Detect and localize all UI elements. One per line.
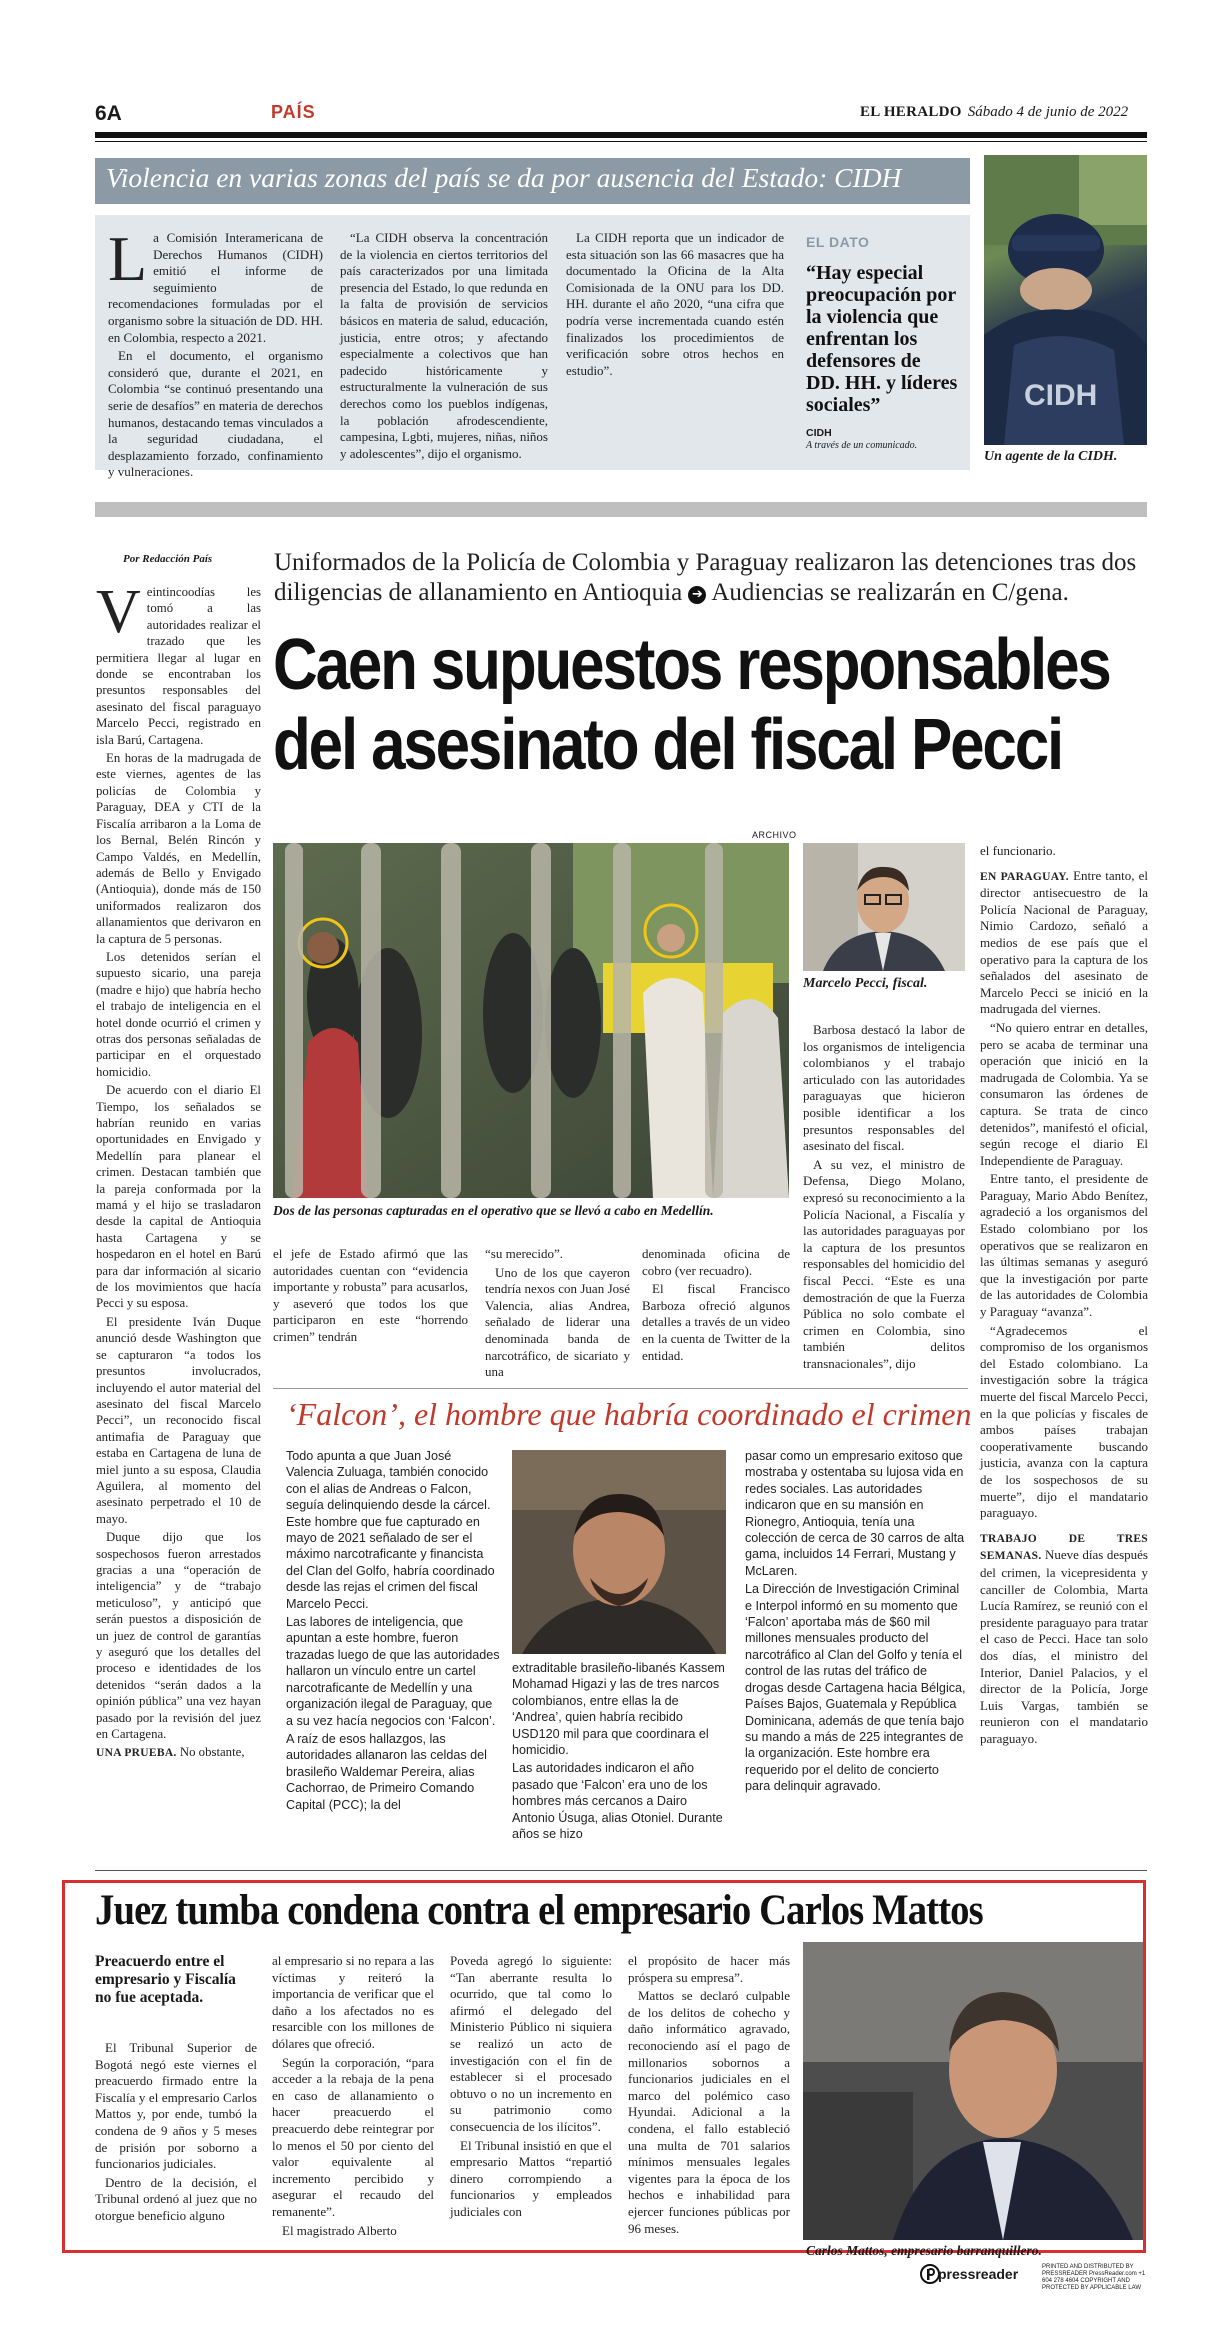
subhead-tres-semanas: TRABAJO DE TRES SEMANAS.	[980, 1532, 1148, 1563]
kicker-text: Uniformados de la Policía de Colombia y Paraguay realizaron las detenciones tras dos diligencias de allanamiento en Antioquia	[274, 549, 1137, 606]
falcon-paragraph: A raíz de esos hallazgos, las autoridades allanaron las celdas del brasileño Waldemar Pereira, alias Cachorrao, de Primeiro Comando Capital (PCC); la del	[286, 1731, 487, 1812]
article-paragraph: En horas de la madrugada de este viernes, agentes de las policías de Colombia y Paraguay, DEA y CTI de la Fiscalía arribaron a la Loma de los Bernal, Belén Rincón y Campo Valdés, en Medellín, además de Bello y Envigado (Antioquia), donde más de 150 uniformados realizaron dos allanamientos que derivaron en la captura de 5 personas.	[96, 751, 261, 946]
mattos-paragraph: Poveda agregó lo siguiente: “Tan aberrante resulta lo ocurrido, que tal como lo afirmó el delegado del Ministerio Público ni siquiera se realizó un acto de investigación con el fin de establecer si el procesado obtuvo o no un incremento en su patrimonio como consecuencia de los ilícitos”.	[450, 1953, 612, 2134]
section-label: PAÍS	[271, 102, 316, 122]
pecci-photo	[803, 843, 965, 971]
mattos-paragraph: El Tribunal Superior de Bogotá negó este viernes el preacuerdo firmado entre la Fiscalía y el empresario Carlos Mattos y, por ende, tumbó la condena de 9 años y 5 meses de prisión por soborno a funcionarios judiciales.	[95, 2040, 257, 2172]
mattos-headline: Juez tumba condena contra el empresario Carlos Mattos	[95, 1887, 983, 1934]
mattos-paragraph: al empresario si no repara a las víctimas y reiteró la importancia de verificar que el daño a los afectados no es resarcible con los millones de dólares que ofreció.	[272, 1953, 434, 2051]
article-paragraph: Entre tanto, el presidente de Paraguay, Mario Abdo Benítez, agradeció a los organismos del Estado colombiano por los operativos que se realizaron en las últimas semanas y aseguró que la investigación por parte de las autoridades de Colombia y Paraguay “avanza”.	[980, 1171, 1148, 1320]
article-paragraph: “su merecido”.	[485, 1246, 563, 1261]
cidh-banner-title: Violencia en varias zonas del país se da por ausencia del Estado: CIDH	[106, 162, 902, 193]
headline-line-2: del asesinato del fiscal Pecci	[273, 705, 1063, 785]
cidh-agent-illustration	[984, 155, 1147, 445]
mattos-paragraph: el propósito de hacer más próspera su empresa”.	[628, 1953, 790, 1985]
cidh-agent-photo	[984, 155, 1147, 445]
mattos-paragraph: El magistrado Alberto	[282, 2222, 397, 2238]
arrest-photo-caption: Dos de las personas capturadas en el operativo que se llevó a cabo en Medellín.	[273, 1203, 714, 1218]
mattos-paragraph: El Tribunal insistió en que el empresario Mattos “repartió dinero corrompiendo a funcionarios y empleados judiciales con	[450, 2137, 612, 2219]
article-dropcap: V	[96, 578, 141, 646]
mattos-photo	[803, 1942, 1143, 2240]
cidh-column-2	[340, 230, 548, 462]
falcon-paragraph: Las labores de inteligencia, que apuntan a este hombre, fueron trazadas luego de que las autoridades hallaron un vínculo entre un cartel narcotraficante de Medellín y una organización ilegal de Paraguay, que a su vez hacía negocios con ‘Falcon’.	[286, 1615, 500, 1728]
article-paragraph: TRABAJO DE TRES SEMANAS. Nueve días después del crimen, la vicepresidenta y canciller de Colombia, Marta Lucía Ramírez, se reunió con el presidente paraguayo para tratar el caso de Pecci. Hace tan solo dos días, el ministro del Interior, Daniel Palacios, y el director de la Policía, Jorge Luis Vargas, también se reunieron con el mandatario paraguayo.	[980, 1532, 1148, 1746]
cidh-paragraph: La CIDH reporta que un indicador de esta situación son las 66 masacres que ha documentado la Oficina de la Alta Comisionada de la ONU para los DD. HH. durante el año 2020, “una cifra que podría verse incrementada cuando estén finalizados los procedimientos de verificación sobre otros hechos en estudio”.	[566, 230, 784, 378]
mattos-column-4	[628, 1953, 790, 2241]
article-column-mid-2	[485, 1246, 630, 1380]
cidh-photo-caption: Un agente de la CIDH.	[984, 449, 1118, 464]
article-paragraph: Barbosa destacó la labor de los organismos de inteligencia colombianos y el trabajo articulado con las autoridades paraguayas que hicieron posible identificar a los presuntos responsables del asesinato del fiscal.	[803, 1022, 965, 1154]
article-column-barbosa	[803, 1022, 965, 1382]
article-paragraph: el jefe de Estado afirmó que las autoridades cuentan con “evidencia importante y robusta” para acusarlos, y aseveró que todos los que participaron en este “horrendo crimen” tendrán	[273, 1246, 468, 1344]
article-paragraph: A su vez, el ministro de Defensa, Diego Molano, expresó su reconocimiento a la Policía Nacional, a Fiscalía y las autoridades paraguayas por la captura de los presuntos responsables del homicidio del fiscal Pecci. “Este es una demostración de que la Fuerza Pública no solo combate el crimen en Colombia, sino también delitos transnacionales”, dijo	[803, 1156, 965, 1371]
article-paragraph: El presidente Iván Duque anunció desde Washington que se capturaron “a todos los presuntos involucrados, incluyendo el autor material del asesinato del fiscal Marcelo Pecci”, un reconocido fiscal antimafia de Paraguay que estaba en Cartagena de luna de miel junto a su esposa, Claudia Aguilera, al momento del asesinato perpetrado el 10 de mayo.	[96, 1314, 261, 1526]
cidh-dropcap: L	[108, 223, 148, 294]
header-rule-thin	[95, 141, 1147, 142]
mattos-column-3	[450, 1953, 612, 2241]
falcon-column-3	[745, 1448, 967, 1853]
masthead	[860, 104, 1128, 121]
falcon-paragraph: Todo apunta a que Juan José Valencia Zuluaga, también conocido con el alias de Andreas o Falcon, seguía delinquiendo desde la cárcel. Este hombre que fue capturado en mayo de 2021 señalado de ser el máximo narcotraficante y financista del Clan del Golfo, habría coordinado desde las rejas el crimen del fiscal Marcelo Pecci.	[286, 1449, 495, 1611]
cidh-paragraph: La Comisión Interamericana de Derechos Humanos (CIDH) emitió el informe de seguimiento de recomendaciones formuladas por el organismo sobre la situación de DD. HH. en Colombia, respecto a 2021.	[108, 223, 323, 345]
subhead-prueba: UNA PRUEBA.	[96, 1747, 177, 1760]
article-paragraph: Los detenidos serían el supuesto sicario, una pareja (madre e hijo) que habría hecho el trabajo de inteligencia en el hotel donde ocurrió el crimen y otras dos personas señaladas de participar en el orquestado homicidio.	[96, 949, 261, 1079]
article-column-mid-3	[642, 1246, 790, 1376]
dato-source: CIDH	[806, 427, 832, 439]
cidh-paragraph: “La CIDH observa la concentración de la violencia en ciertos territorios del país caracterizados por una limitada presencia del Estado, lo que redunda en la falta de provisión de servicios básicos en materia de salud, educación, justicia, entre otros; y afectando especialmente a colectivos que han padecido históricamente y estructuralmente la vulneración de sus derechos como los pueblos indígenas, la población afrodescendiente, campesina, Lgbti, mujeres, niñas, niños y adolescentes”, dijo el organismo.	[340, 230, 548, 461]
mattos-paragraph: Mattos se declaró culpable de los delitos de cohecho y daño informático agravado, reconociendo así el pago de millonarios sobornos a funcionarios judiciales en el marco del polémico caso Hyundai. Adicional a la condena, el fallo estableció una multa de 701 salarios mínimos mensuales legales vigentes para la época de los hechos e inhabilidad para ejercer funciones públicas por 96 meses.	[628, 1988, 790, 2236]
article-paragraph: De acuerdo con el diario El Tiempo, los señalados se habrían reunido en varias oportunidades en Envigado y Medellín para planear el crimen. Destacan también que la pareja conformada por la mamá y el hijo se trasladaron desde la capital de Antioquia hasta Cartagena y se hospedaron en el hotel en Barú para dar información al sicario de los movimientos que hacía Pecci y su esposa.	[96, 1083, 261, 1311]
mattos-paragraph: Según la corporación, “para acceder a la rebaja de la pena en caso de allanamiento o hacer preacuerdo el preacuerdo debe reintegrar por lo menos el 50 por ciento del valor equivalente al incremento percibido y asegurar el recaudo del remanente”.	[272, 2054, 434, 2219]
article-column-right	[980, 843, 1148, 1855]
article-paragraph: EN PARAGUAY. Entre tanto, el director antisecuestro de la Policía Nacional de Paraguay, Nimio Cardozo, señaló a medios de ese país que el operativo para la captura de los señalados del asesinato de Marcelo Pecci se inició en la madrugada del viernes.	[980, 867, 1148, 1017]
falcon-column-2	[512, 1660, 726, 1855]
falcon-column-1	[286, 1448, 500, 1853]
subhead-paraguay: EN PARAGUAY.	[980, 870, 1069, 883]
article-paragraph: denominada oficina de cobro (ver recuadro).	[642, 1246, 790, 1278]
section-divider-band	[95, 502, 1147, 517]
header-rule	[95, 132, 1147, 138]
arrow-icon: ➔	[688, 586, 706, 604]
dato-quote: “Hay especial preocupación por la violencia que enfrentan los defensores de DD. HH. y líderes sociales”	[806, 262, 958, 416]
falcon-portrait	[512, 1450, 726, 1654]
cidh-paragraph: En el documento, el organismo consideró que, durante el 2021, en Colombia “se continuó presentando una serie de desafíos” en materia de derechos humanos, destacando temas vinculados a la seguridad ciudadana, el desplazamiento forzado, confinamiento y vulneraciones.	[108, 348, 323, 480]
article-paragraph: UNA PRUEBA. No obstante,	[96, 1745, 245, 1760]
kicker-text-2: Audiencias se realizarán en C/gena.	[711, 579, 1069, 606]
cidh-column-1	[108, 223, 323, 480]
article-column-mid-1	[273, 1246, 468, 1376]
mattos-column-1	[95, 2040, 257, 2240]
cidh-column-3	[566, 230, 784, 462]
pecci-photo-caption: Marcelo Pecci, fiscal.	[803, 976, 928, 991]
falcon-photo	[512, 1450, 726, 1654]
pressreader-fine-print: PRINTED AND DISTRIBUTED BY PRESSREADER PressReader.com +1 604 278 4604 COPYRIGHT AND PROTECTED BY APPLICABLE LAW	[1042, 2264, 1146, 2291]
cidh-vest-text: CIDH	[1024, 379, 1098, 412]
issue-date: Sábado 4 de junio de 2022	[967, 104, 1129, 120]
mattos-column-2	[272, 1953, 434, 2241]
article-paragraph: El fiscal Francisco Barboza ofreció algunos detalles a través de un video en la cuenta de Twitter de la entidad.	[642, 1281, 790, 1363]
dato-note: A través de un comunicado.	[806, 440, 918, 451]
masthead-name: EL HERALDO	[860, 104, 962, 120]
falcon-paragraph: pasar como un empresario exitoso que mostraba y ostentaba su lujosa vida en redes sociales. Las autoridades indicaron que en su mansión en Rionegro, Antioquia, tenía una colección de cerca de 30 carros de alta gama, incluidos 14 Ferrari, Mustang y McLaren.	[745, 1449, 965, 1578]
falcon-rule	[273, 1388, 968, 1389]
falcon-title: ‘Falcon’, el hombre que habría coordinado el crimen	[286, 1396, 972, 1432]
article-paragraph: Duque dijo que los sospechosos fueron arrestados gracias a una “operación de inteligencia” y de “trabajo meticuloso”, y anticipó que serán puestos a disposición de un juez de control de garantías y aseguró que los detalles del proceso e identidades de los detenidos “serán dados a la opinión pública” una vez hayan pasado por la revisión del juez en Cartagena.	[96, 1530, 261, 1742]
article-kicker	[274, 548, 1144, 608]
pecci-portrait	[803, 843, 965, 971]
falcon-paragraph: Las autoridades indicaron el año pasado que ‘Falcon’ era uno de los hombres más cercanos a Dairo Antonio Úsuga, alias Otoniel. Durante años se hizo	[512, 1761, 723, 1842]
mattos-portrait	[803, 1942, 1143, 2240]
pressreader-icon	[920, 2264, 940, 2284]
article-byline: Por Redacción País	[123, 553, 213, 565]
falcon-paragraph: extraditable brasileño-libanés Kassem Mohamad Higazi y las de tres narcos colombianos, entre ellas la de ‘Andrea’, quien habría recibido USD120 mil para que coordinara el homicidio.	[512, 1661, 725, 1758]
bottom-rule	[95, 1870, 1147, 1871]
arrest-illustration	[273, 843, 789, 1198]
article-paragraph: “Agradecemos el compromiso de los organismos del Estado colombiano. La investigación sobre la trágica muerte del fiscal Marcelo Pecci, en la que policías y fiscales de ambos países trabajan cooperativamente buscando justicia, avanza con la captura de los sospechosos de su muerte”, dijo el mandatario paraguayo.	[980, 1322, 1148, 1521]
dato-label: EL DATO	[806, 234, 870, 250]
mattos-photo-caption: Carlos Mattos, empresario barranquillero.	[806, 2243, 1042, 2258]
headline-line-1: Caen supuestos responsables	[273, 625, 1110, 705]
article-paragraph: Uno de los que cayeron tendría nexos con Juan José Valencia, alias Andrea, señalado de liderar una denominada banda de narcotráfico, de sicariato y una	[485, 1264, 630, 1380]
article-paragraph: “No quiero entrar en detalles, pero se acaba de terminar una operación que inició en la madrugada de Colombia. Ya se consumaron las órdenes de captura. Se trata de cinco detenidos”, manifestó el oficial, según recoge el diario El Independiente de Paraguay.	[980, 1019, 1148, 1168]
photo-credit: ARCHIVO	[752, 830, 797, 840]
pressreader-brand: pressreader	[938, 2266, 1019, 2282]
page-number: 6A	[95, 102, 122, 125]
arrest-photo	[273, 843, 789, 1198]
article-paragraph: Veintincoodías les tomó a las autoridades realizar el trazado que les permitiera llegar al lugar en donde se encontraban los presuntos responsables del asesinato del fiscal paraguayo Marcelo Pecci, registrado en isla Barú, Cartagena.	[96, 578, 261, 747]
falcon-paragraph: La Dirección de Investigación Criminal e Interpol informó en su momento que ‘Falcon’ aportaba más de $60 mil millones mensuales producto del narcotráfico al Clan del Golfo y tenía el control de las rutas del tráfico de drogas desde Cartagena hacia Bélgica, Países Bajos, Guatemala y República Dominicana, además de que tenía bajo su mando a más de 225 integrantes de la organización. Este hombre era requerido por el delito de concierto para delinquir agravado.	[745, 1582, 966, 1794]
article-paragraph: el funcionario.	[980, 843, 1056, 858]
mattos-paragraph: Dentro de la decisión, el Tribunal ordenó al juez que no otorgue beneficio alguno	[95, 2174, 257, 2223]
article-column-left	[96, 578, 261, 1854]
mattos-lead: Preacuerdo entre el empresario y Fiscalía no fue aceptada.	[95, 1953, 236, 2006]
article-headline	[273, 625, 1110, 785]
